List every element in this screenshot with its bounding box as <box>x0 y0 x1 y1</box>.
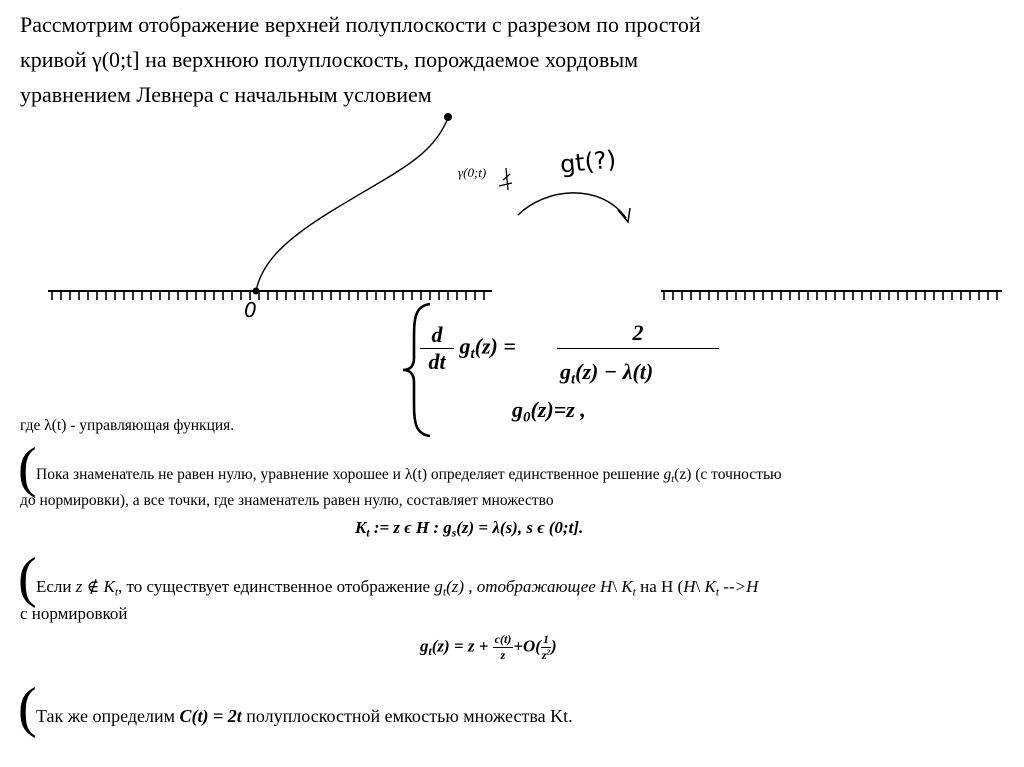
paragraph-2-line-2: с нормировкой <box>20 604 128 623</box>
system-equation-2: $g_0(z)=z$ , <box>512 397 586 426</box>
origin-label: 0 <box>244 298 257 322</box>
map-label: gt(?) <box>558 145 618 179</box>
paragraph-3-paren: ( <box>18 677 37 739</box>
paragraph-2-line-1: Если z ∉ $K_t$, то существует единственное отображение $g_t(z)$ , отображающее H\ $K_t$ на H (H\ $K_t$ -->H <box>36 577 759 599</box>
title-line-1: Рассмотрим отображение верхней полуплоскости с разрезом по простой <box>20 12 701 37</box>
normalization-formula: $g_t(z) = z$ + $\frac{c(t)}{z}$ +O( $\frac{1}{z^2}$ ) <box>420 632 557 662</box>
curve-tip-dot <box>444 113 452 121</box>
mapping-arrow-arc <box>518 193 626 218</box>
system-fraction-denominator: $g_t(z) - \lambda(t)$ <box>560 359 654 388</box>
right-hatching <box>664 291 997 300</box>
loewner-figure <box>0 0 1024 330</box>
gamma-curve <box>256 118 448 291</box>
title-line-2: кривой γ(0;t] на верхнюю полуплоскость, порождаемое хордовым <box>20 47 639 72</box>
paragraph-3-line: Так же определим C(t) = 2t полуплоскостной емкостью множества Kt. <box>36 706 573 726</box>
title-line-3: уравнением Левнера с начальным условием <box>20 82 432 107</box>
system-fraction-numerator: 2 <box>557 320 719 349</box>
paragraph-1-paren: ( <box>18 437 37 499</box>
paragraph-1-line-2: до нормировки), а все точки, где знаменатель равен нулю, составляет множество <box>20 492 554 509</box>
kt-definition: $K_t$ := z ϵ H : $g_s(z) = \lambda(s)$, s ϵ (0;t]. <box>355 518 584 540</box>
label-scribble <box>499 168 512 190</box>
left-hatching <box>52 291 484 300</box>
paragraph-1-line-1: Пока знаменатель не равен нулю, уравнение хорошее и λ(t) определяет единственное решение $g_t(z)$ (с точностью <box>36 466 782 486</box>
curve-label: γ(0;t) <box>458 165 487 180</box>
curve-origin-dot <box>253 288 260 295</box>
system-equation-1: $\frac{d}{dt}$ $g_t(z)$ = <box>420 322 516 375</box>
paragraph-2-paren: ( <box>18 547 37 609</box>
control-function-note: где λ(t) - управляющая функция. <box>20 417 235 434</box>
